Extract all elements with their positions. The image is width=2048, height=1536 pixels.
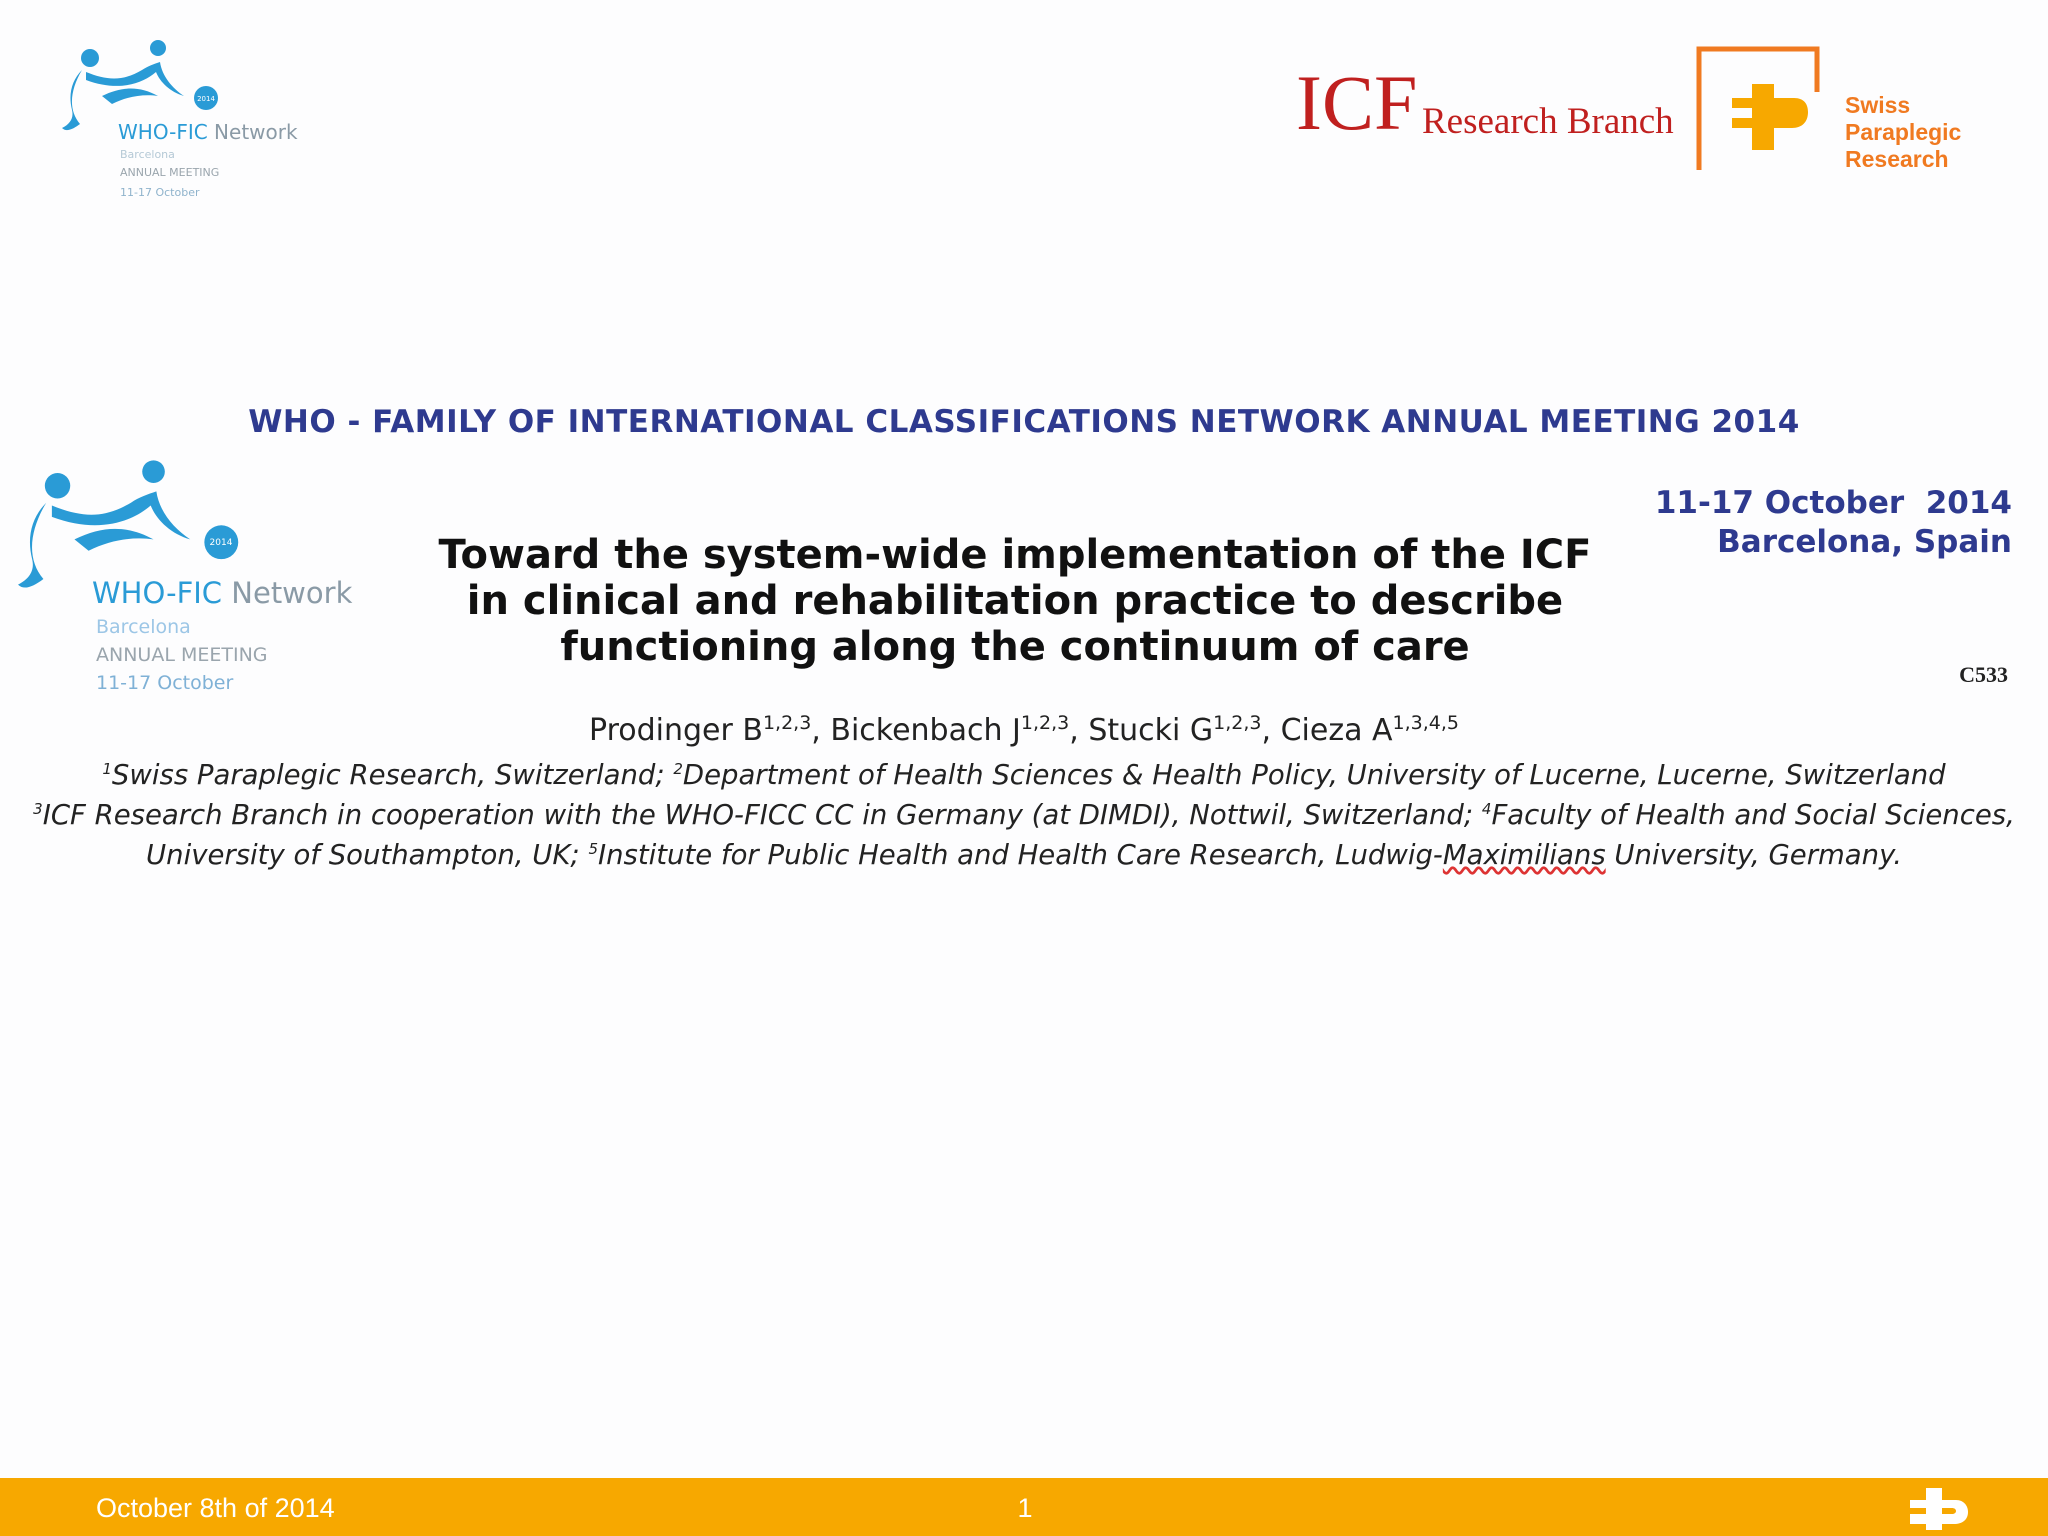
author-affiliation-sup: 1,3,4,5 [1392, 712, 1459, 734]
svg-text:2014: 2014 [209, 538, 233, 548]
footer-date: October 8th of 2014 [96, 1493, 335, 1523]
affiliation-text: Swiss Paraplegic Research, Switzerland; [111, 759, 674, 792]
swiss-paraplegic-research-text [1845, 92, 1961, 173]
author-separator: , [1069, 713, 1089, 748]
svg-text:2014: 2014 [197, 95, 215, 103]
event-date: 11-17 October 2014 [1654, 485, 2012, 521]
swiss-paraplegic-cross-icon [1696, 46, 1820, 172]
author-separator: , [811, 713, 831, 748]
title-line-2: in clinical and rehabilitation practice to describe [466, 578, 1564, 624]
author-affiliation-sup: 1,2,3 [1213, 712, 1262, 734]
poster-code: C533 [1959, 662, 2008, 687]
network-banner: WHO - FAMILY OF INTERNATIONAL CLASSIFICATIONS NETWORK ANNUAL MEETING 2014 [248, 404, 1800, 440]
spr-line-2: Paraplegic [1845, 119, 1962, 145]
author-affiliation-sup: 1,2,3 [762, 712, 812, 734]
author-name: Prodinger B [589, 713, 763, 748]
network-name: WHO-FIC Network [92, 576, 353, 610]
affiliation-line-1 [14, 752, 2034, 792]
logo-dates: 11-17 October [96, 672, 234, 694]
author-name: Stucki G [1088, 713, 1214, 748]
icf-research-branch-text: Research Branch [1422, 101, 1674, 142]
affiliation-text: Department of Health Sciences & Health Policy, University of Lucerne, Lucerne, Switzerland [682, 759, 1946, 792]
affiliation-text: Faculty of Health and Social Sciences, University of Southampton, UK; [146, 799, 2015, 872]
affiliations [14, 752, 2034, 872]
swiss-paraplegic-cross-icon [1906, 1484, 1970, 1530]
affiliation-number: 5 [588, 840, 598, 859]
affiliation-number: 1 [102, 760, 112, 778]
affiliation-text: ICF Research Branch in cooperation with the WHO-FICC CC in Germany (at DIMDI), Nottwil, Switzerland; [42, 799, 1482, 832]
poster-title [400, 532, 1630, 670]
author-list [0, 712, 2048, 748]
logo-event: ANNUAL MEETING [96, 644, 268, 666]
affiliation-line-2 [14, 792, 2034, 872]
logo-city: Barcelona [96, 616, 191, 638]
affiliation-text: Institute for Public Health and Health Care Research, Ludwig- [597, 839, 1443, 872]
title-line-3: functioning along the continuum of care [560, 624, 1470, 670]
author-name: Cieza A [1280, 713, 1393, 748]
network-name: WHO-FIC Network [118, 120, 298, 144]
logo-dates: 11-17 October [120, 186, 200, 199]
badge-year [194, 90, 218, 106]
page-number: 1 [1017, 1493, 1033, 1523]
title-line-1: Toward the system-wide implementation of the ICF [438, 532, 1592, 578]
badge-year [204, 530, 238, 552]
icf-logo-text: ICF [1296, 59, 1418, 146]
author-affiliation-sup: 1,2,3 [1020, 712, 1070, 734]
affiliation-number: 2 [673, 760, 683, 778]
logo-event: ANNUAL MEETING [120, 166, 220, 179]
logo-city: Barcelona [120, 148, 175, 161]
event-info [1560, 484, 2012, 562]
affiliation-text-spellcheck: Maximilians [1442, 839, 1606, 872]
author-separator: , [1261, 713, 1281, 748]
event-place: Barcelona, Spain [1717, 524, 2012, 560]
affiliation-number: 4 [1481, 800, 1492, 819]
spr-line-3: Research [1845, 146, 1949, 172]
author-name: Bickenbach J [830, 713, 1021, 748]
spr-line-1: Swiss [1845, 92, 1911, 118]
who-fic-logo-small [62, 40, 322, 210]
affiliation-text: University, Germany. [1605, 839, 1902, 872]
affiliation-number: 3 [33, 800, 43, 819]
who-fic-logo-large [18, 458, 378, 698]
